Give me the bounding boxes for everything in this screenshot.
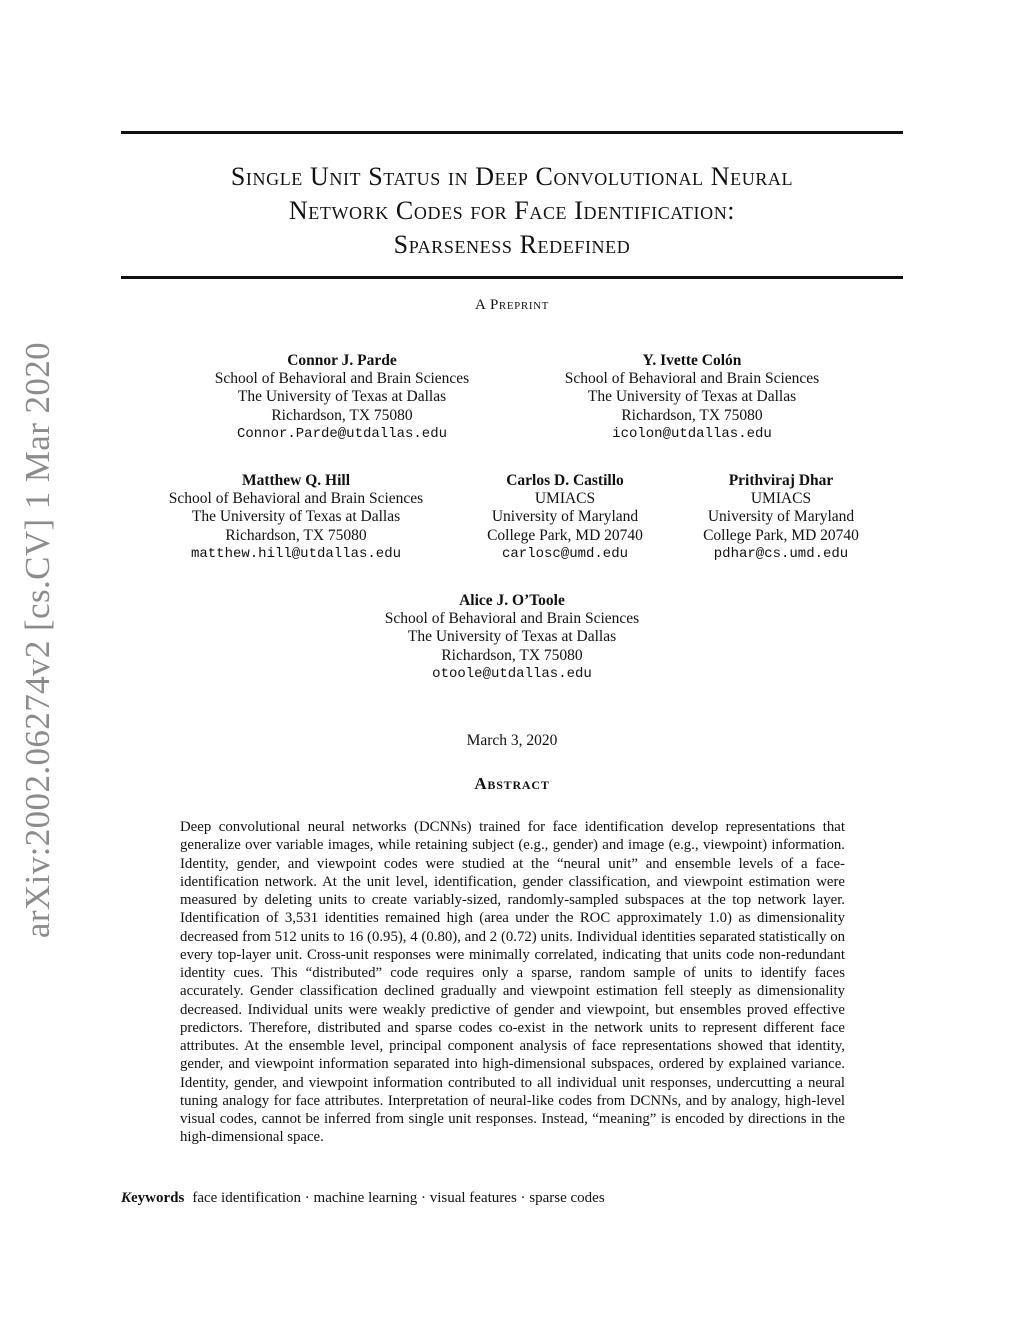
author-affiliation-line: The University of Texas at Dallas — [407, 628, 617, 646]
author-affiliation-line: School of Behavioral and Brain Sciences — [214, 370, 470, 388]
author-email-link[interactable]: pdhar@cs.umd.edu — [713, 545, 849, 562]
preprint-label: A Preprint — [475, 297, 549, 313]
author-affiliation-line: School of Behavioral and Brain Sciences — [168, 490, 424, 508]
author-affiliation-line: University of Maryland — [707, 508, 855, 526]
title-line-3: Sparseness Redefined — [393, 230, 631, 259]
author-affiliation-line: College Park, MD 20740 — [487, 526, 643, 544]
title-bottom-rule — [121, 276, 903, 279]
author-block-hill — [126, 472, 466, 564]
publication-date: March 3, 2020 — [466, 732, 558, 749]
author-email-link[interactable]: Connor.Parde@utdallas.edu — [236, 425, 448, 442]
author-email-link[interactable]: carlosc@umd.edu — [501, 545, 629, 562]
author-affiliation-line: UMIACS — [534, 490, 596, 508]
title-line-2: Network Codes for Face Identification: — [288, 196, 736, 225]
author-affiliation-line: Richardson, TX 75080 — [441, 646, 583, 664]
author-affiliation-line: University of Maryland — [491, 508, 639, 526]
title-line-1: Single Unit Status in Deep Convolutional Neural — [230, 162, 794, 191]
paper-title — [121, 160, 903, 262]
keywords-label-initial: K — [121, 1190, 132, 1206]
author-name: Y. Ivette Colón — [642, 352, 742, 369]
author-block-parde — [152, 352, 532, 444]
author-name: Prithviraj Dhar — [728, 472, 834, 489]
author-email-link[interactable]: matthew.hill@utdallas.edu — [190, 545, 402, 562]
author-affiliation-line: Richardson, TX 75080 — [271, 406, 413, 424]
author-affiliation-line: Richardson, TX 75080 — [225, 526, 367, 544]
keywords-text: face identification · machine learning · visual features · sparse codes — [192, 1190, 605, 1206]
author-affiliation-line: School of Behavioral and Brain Sciences — [384, 610, 640, 628]
arxiv-identifier-stamp — [14, 341, 62, 939]
author-affiliation-line: Richardson, TX 75080 — [621, 406, 763, 424]
abstract-body: Deep convolutional neural networks (DCNNs) trained for face identification develop representations that generalize over variable images, while retaining subject (e.g., gender) and image (e.g., viewpoint) information. Identity, gender, and viewpoint codes were studied at the “neural unit” and ensemble levels of a face-identification network. At the unit level, identification, gender classification, and viewpoint estimation were measured by deleting units to create variably-sized, randomly-sampled subspaces at the top network layer. Identification of 3,531 identities remained high (area under the ROC approximately 1.0) as dimensionality decreased from 512 units to 16 (0.95), 4 (0.80), and 2 (0.72) units. Individual identities separated statistically on every top-layer unit. Cross-unit responses were minimally correlated, indicating that units code non-redundant identity cues. This “distributed” code requires only a sparse, random sample of units to identify faces accurately. Gender classification declined gradually and viewpoint estimation fell steeply as dimensionality decreased. Individual units were weakly predictive of gender and viewpoint, but ensembles proved effective predictors. Therefore, distributed and sparse codes co-exist in the network units to represent different face attributes. At the ensemble level, principal component analysis of face representations showed that identity, gender, and viewpoint information separated into high-dimensional subspaces, ordered by explained variance. Identity, gender, and viewpoint information contributed to all individual unit responses, undercutting a neural tuning analogy for face attributes. Interpretation of neural-like codes from DCNNs, and by analogy, high-level visual codes, cannot be inferred from single unit responses. Instead, “meaning” is encoded by directions in the high-dimensional space. — [180, 819, 845, 1146]
author-block-dhar — [676, 472, 886, 564]
keywords-line — [121, 1190, 903, 1207]
author-block-colon — [502, 352, 882, 444]
arxiv-identifier-text: arXiv:2002.06274v2 [cs.CV] 1 Mar 2020 — [18, 341, 57, 939]
author-affiliation-line: School of Behavioral and Brain Sciences — [564, 370, 820, 388]
author-email-link[interactable]: otoole@utdallas.edu — [432, 665, 592, 682]
author-name: Alice J. O’Toole — [459, 592, 565, 609]
author-affiliation-line: College Park, MD 20740 — [703, 526, 859, 544]
keywords-label-rest: eywords — [131, 1190, 185, 1206]
author-name: Matthew Q. Hill — [241, 472, 351, 489]
author-affiliation-line: UMIACS — [750, 490, 812, 508]
author-name: Connor J. Parde — [287, 352, 397, 369]
author-affiliation-line: The University of Texas at Dallas — [587, 388, 797, 406]
author-name: Carlos D. Castillo — [506, 472, 624, 489]
author-block-castillo — [460, 472, 670, 564]
author-affiliation-line: The University of Texas at Dallas — [237, 388, 447, 406]
author-affiliation-line: The University of Texas at Dallas — [191, 508, 401, 526]
author-block-otoole — [322, 592, 702, 684]
keywords-label — [121, 1190, 184, 1206]
author-email-link[interactable]: icolon@utdallas.edu — [612, 425, 772, 442]
abstract-heading: Abstract — [474, 774, 550, 793]
title-top-rule — [121, 131, 903, 134]
